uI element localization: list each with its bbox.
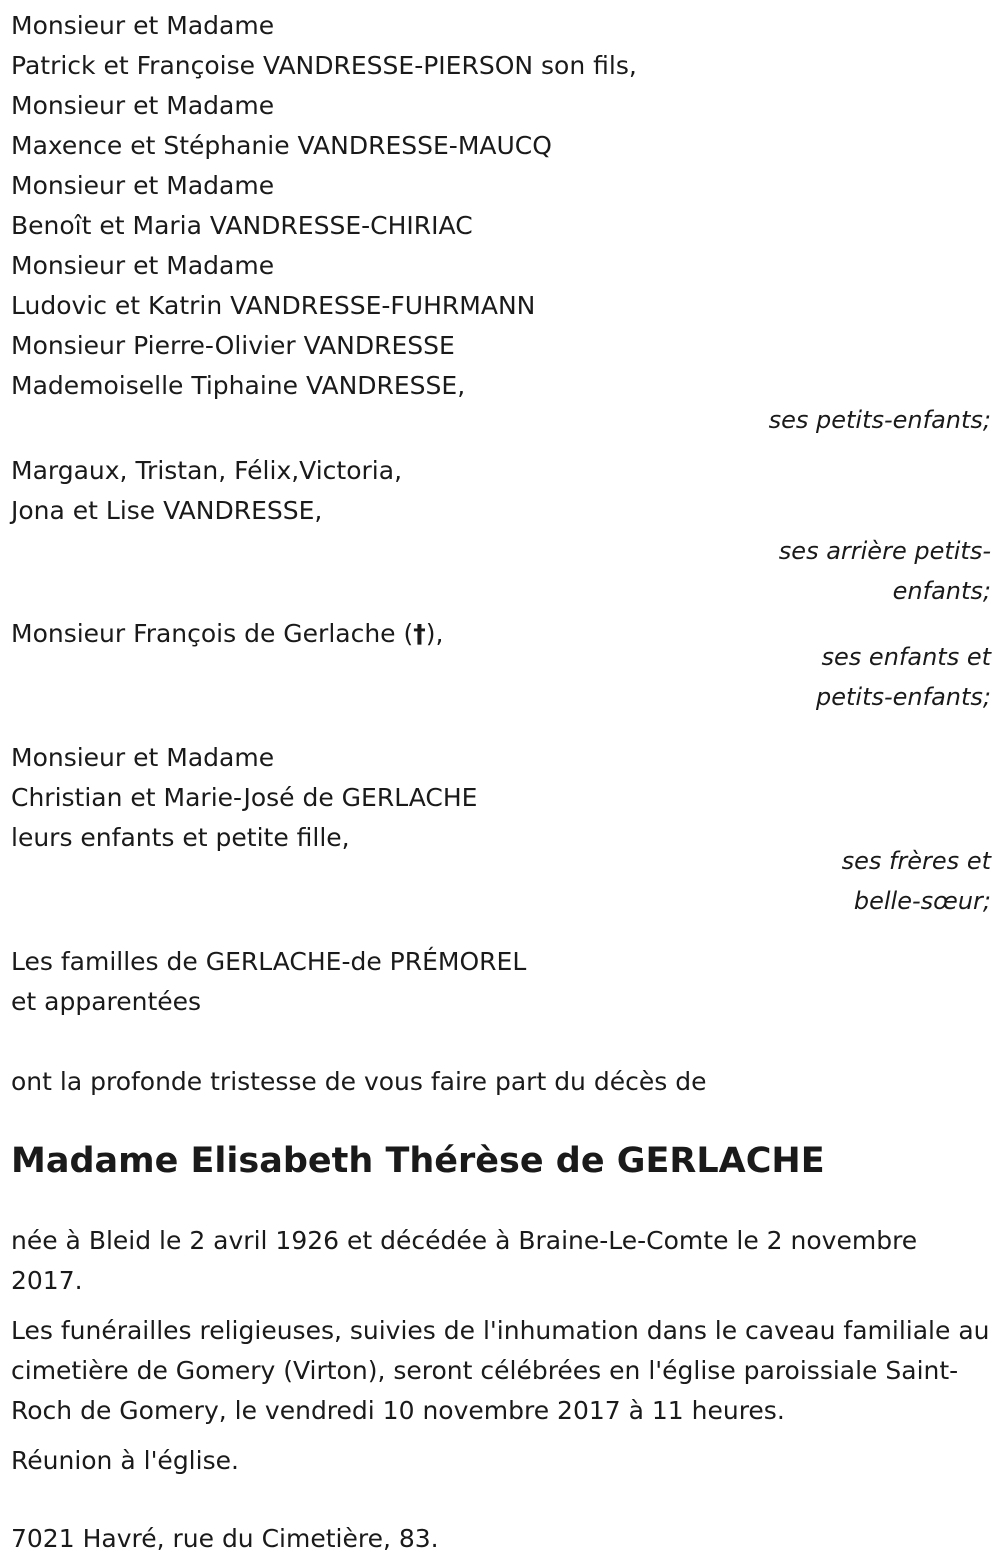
family-line: Les familles de GERLACHE-de PRÉMOREL: [11, 947, 527, 976]
family-line: Monsieur et Madame: [11, 251, 275, 280]
obituary-notice: [11, 6, 991, 1559]
relation-label: ses petits-enfants;: [768, 406, 991, 434]
family-line: Monsieur et Madame: [11, 91, 275, 120]
relation-label: enfants;: [892, 577, 991, 605]
family-line: Maxence et Stéphanie VANDRESSE-MAUCQ: [11, 131, 552, 160]
family-line: Ludovic et Katrin VANDRESSE-FUHRMANN: [11, 291, 536, 320]
deceased-name: Madame Elisabeth Thérèse de GERLACHE: [11, 1141, 825, 1181]
family-line: leurs enfants et petite fille,: [11, 823, 350, 852]
family-line: Benoît et Maria VANDRESSE-CHIRIAC: [11, 211, 473, 240]
funeral-text: Les funérailles religieuses, suivies de l'inhumation dans le caveau familiale au cimetière de Gomery (Virton), seront célébrées en l'église paroissiale Saint-Roch de Gomery, le vendredi 10 novembre 2017 à 11 heures.: [11, 1316, 990, 1425]
family-line: Jona et Lise VANDRESSE,: [11, 496, 323, 525]
great-grandchildren-block: [11, 451, 991, 611]
birth-death-text: née à Bleid le 2 avril 1926 et décédée à Braine-Le-Comte le 2 novembre 2017.: [11, 1226, 918, 1295]
family-line: et apparentées: [11, 987, 202, 1016]
meeting-text: Réunion à l'église.: [11, 1446, 239, 1475]
francois-block: [11, 614, 991, 717]
relation-label: ses frères et: [841, 847, 991, 875]
relation-label: ses enfants et: [821, 643, 991, 671]
family-line: Mademoiselle Tiphaine VANDRESSE,: [11, 371, 466, 400]
family-line: Christian et Marie-José de GERLACHE: [11, 783, 478, 812]
deceased-brother-name: Monsieur François de Gerlache (: [11, 619, 414, 648]
family-line: Monsieur et Madame: [11, 171, 275, 200]
christian-block: [11, 738, 991, 921]
relation-label: ses arrière petits-: [778, 537, 991, 565]
family-line: Monsieur et Madame: [11, 11, 275, 40]
relation-label: belle-sœur;: [853, 887, 991, 915]
name-suffix: ),: [425, 619, 444, 648]
family-line: Monsieur et Madame: [11, 743, 275, 772]
family-line: Margaux, Tristan, Félix,Victoria,: [11, 456, 403, 485]
family-line: Monsieur Pierre-Olivier VANDRESSE: [11, 331, 455, 360]
family-line: Patrick et Françoise VANDRESSE-PIERSON son fils,: [11, 51, 637, 80]
relation-label: petits-enfants;: [816, 683, 991, 711]
grandchildren-block: [11, 6, 991, 434]
announcement-text: ont la profonde tristesse de vous faire part du décès de: [11, 1067, 707, 1096]
address-text: 7021 Havré, rue du Cimetière, 83.: [11, 1524, 439, 1553]
cross-icon: †: [413, 619, 426, 648]
families-block: [11, 942, 991, 1022]
